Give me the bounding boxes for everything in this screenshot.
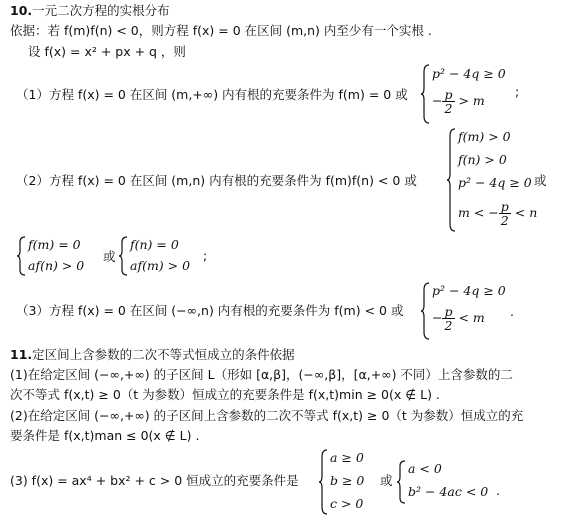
section-11-sys-a-1: a ≥ 0 [330,450,364,465]
section-10-heading [10,2,170,20]
item-1-brace [420,64,430,124]
item-2-text: （2）方程 f(x) = 0 在区间 (m,n) 内有根的充要条件为 f(m)f(n) < 0 或 [16,173,417,188]
item-2b-sys-a-2: af(n) > 0 [28,258,85,273]
section-11-number: 11. [10,347,33,362]
item-3-end: . [510,304,514,319]
item-2b-brace-b [118,236,128,276]
section-11-sys-a-3: c > 0 [330,496,364,511]
section-11-heading [10,346,295,364]
item-3-cond-1: p² − 4q ≥ 0 [432,283,506,298]
item-2-cond-2: f(n) > 0 [458,152,507,167]
section-11-sys-b-1: a < 0 [408,461,442,476]
section-10-title: 一元二次方程的实根分布 [32,3,170,18]
section-11-sys-b-2: b² − 4ac < 0 [408,484,489,499]
item-3-cond-2: − $\frac{p}{2}$ < m [432,304,485,333]
section-10-basis: 依据：若 f(m)f(n) < 0，则方程 f(x) = 0 在区间 (m,n) 内至少有一个实根 . [10,23,432,38]
section-11-brace-b [396,460,406,504]
item-2-cond-4: m < − $\frac{p}{2}$ < n [458,199,538,228]
section-11-sys-a-2: b ≥ 0 [330,473,365,488]
section-11-title: 定区间上含参数的二次不等式恒成立的条件依据 [32,347,295,362]
item-2b-brace-a [16,236,26,276]
item-1-cond-2: − $\frac{p}{2}$ > m [432,87,485,116]
item-2b-end: ; [203,248,208,263]
section-11-p2-line1: (2)在给定区间 (−∞,+∞) 的子区间上含参数的二次不等式 f(x,t) ≥ 0（t 为参数）恒成立的充 [10,408,524,423]
section-11-or: 或 [380,473,393,488]
item-1-text: （1）方程 f(x) = 0 在区间 (m,+∞) 内有根的充要条件为 f(m) = 0 或 [16,87,408,102]
section-11-p2-line2: 要条件是 f(x,t)man ≤ 0(x ∉ L) . [10,428,200,443]
item-1-fraction: $\frac{p}{2}$ [444,87,453,116]
item-2-or: 或 [534,173,547,188]
item-2-fraction: $\frac{p}{2}$ [500,199,509,228]
item-3-brace [420,282,430,340]
item-1-cond-1: p² − 4q ≥ 0 [432,66,506,81]
item-2b-sys-b-1: f(n) = 0 [130,237,179,252]
section-11-item-3-text: (3) f(x) = ax⁴ + bx² + c > 0 恒成立的充要条件是 [10,473,299,488]
section-10-setup: 设 f(x) = x² + px + q ，则 [28,44,186,59]
item-2b-sys-b-2: af(m) > 0 [130,258,191,273]
section-11-brace-a [318,449,328,515]
section-10-number: 10. [10,3,33,18]
item-2-cond-1: f(m) > 0 [458,129,511,144]
section-11-end: . [496,483,500,498]
section-11-p1-line2: 次不等式 f(x,t) ≥ 0（t 为参数）恒成立的充要条件是 f(x,t)min ≥ 0(x ∉ L) . [10,387,440,402]
item-3-text: （3）方程 f(x) = 0 在区间 (−∞,n) 内有根的充要条件为 f(m) < 0 或 [16,303,404,318]
item-2b-sys-a-1: f(m) = 0 [28,237,81,252]
item-2-brace [446,128,456,232]
item-3-fraction: $\frac{p}{2}$ [444,304,453,333]
item-1-end: ; [515,84,520,99]
section-11-p1-line1: (1)在给定区间 (−∞,+∞) 的子区间 L（形如 [α,β]，(−∞,β]，[α,+∞) 不同）上含参数的二 [10,367,513,382]
item-2-cond-3: p² − 4q ≥ 0 [458,175,532,190]
item-2b-or: 或 [103,249,116,264]
